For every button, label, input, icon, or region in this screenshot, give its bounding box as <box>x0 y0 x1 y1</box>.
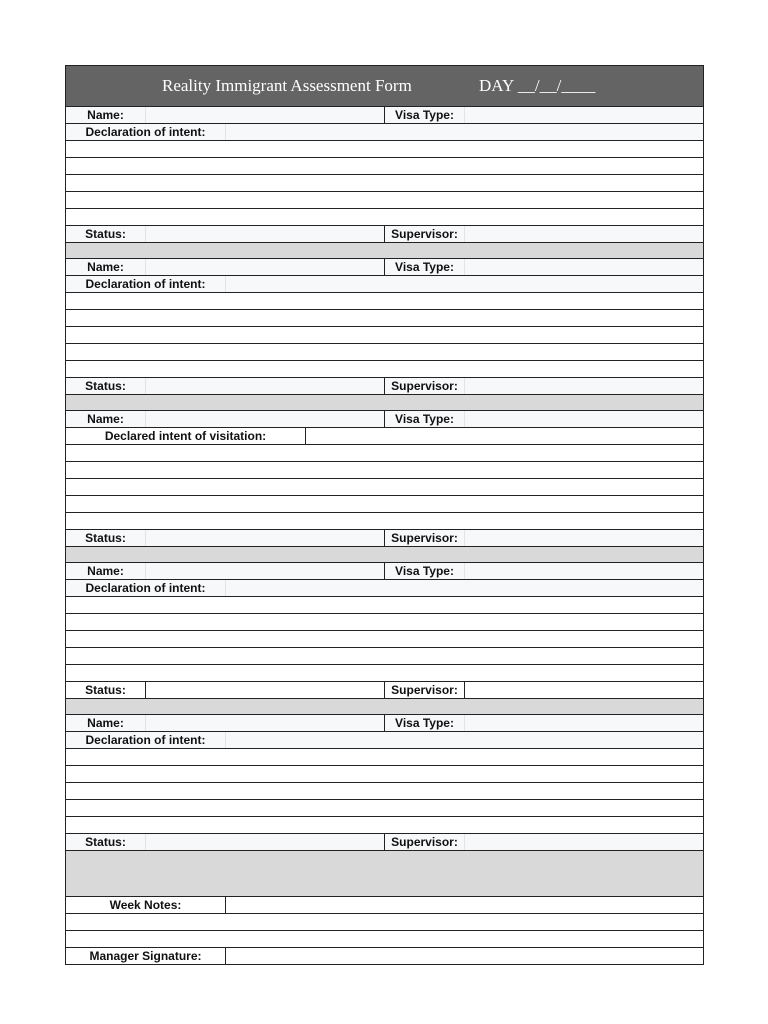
notes-line[interactable] <box>66 817 703 834</box>
entry-3-name-row <box>66 411 703 428</box>
notes-line[interactable] <box>66 462 703 479</box>
notes-line[interactable] <box>66 931 703 948</box>
notes-line[interactable] <box>66 310 703 327</box>
entry-2-declaration-row <box>66 276 703 293</box>
status-field[interactable] <box>146 226 385 242</box>
notes-line[interactable] <box>66 192 703 209</box>
notes-line[interactable] <box>66 783 703 800</box>
status-label: Status: <box>66 378 146 394</box>
entry-3-declaration-row <box>66 428 703 445</box>
supervisor-label: Supervisor: <box>385 530 465 546</box>
form-title: Reality Immigrant Assessment Form <box>162 76 412 95</box>
section-divider <box>66 851 703 897</box>
entry-3-status-row <box>66 530 703 547</box>
status-field[interactable] <box>146 834 385 850</box>
assessment-form <box>65 65 704 965</box>
declaration-label: Declaration of intent: <box>66 732 226 748</box>
declaration-field[interactable] <box>226 124 703 140</box>
notes-line[interactable] <box>66 749 703 766</box>
notes-line[interactable] <box>66 293 703 310</box>
supervisor-label: Supervisor: <box>385 226 465 242</box>
entry-5-declaration-row <box>66 732 703 749</box>
declaration-field[interactable] <box>226 276 703 292</box>
week-notes-field[interactable] <box>226 897 703 913</box>
notes-line[interactable] <box>66 327 703 344</box>
name-label: Name: <box>66 107 146 123</box>
declared-visitation-label: Declared intent of visitation: <box>66 428 306 444</box>
manager-signature-label: Manager Signature: <box>66 948 226 964</box>
manager-signature-field[interactable] <box>226 948 703 964</box>
supervisor-label: Supervisor: <box>385 682 465 698</box>
notes-line[interactable] <box>66 631 703 648</box>
section-divider <box>66 547 703 563</box>
form-header <box>66 66 703 107</box>
status-field[interactable] <box>146 378 385 394</box>
visa-type-field[interactable] <box>465 107 703 123</box>
entry-1-status-row <box>66 226 703 243</box>
supervisor-label: Supervisor: <box>385 378 465 394</box>
notes-line[interactable] <box>66 445 703 462</box>
notes-line[interactable] <box>66 665 703 682</box>
supervisor-label: Supervisor: <box>385 834 465 850</box>
status-label: Status: <box>66 834 146 850</box>
notes-line[interactable] <box>66 648 703 665</box>
section-divider <box>66 243 703 259</box>
entry-4-name-row <box>66 563 703 580</box>
manager-signature-row <box>66 948 703 964</box>
notes-line[interactable] <box>66 141 703 158</box>
declaration-field[interactable] <box>226 732 703 748</box>
name-label: Name: <box>66 411 146 427</box>
supervisor-field[interactable] <box>465 378 703 394</box>
name-label: Name: <box>66 563 146 579</box>
name-field[interactable] <box>146 107 385 123</box>
status-label: Status: <box>66 530 146 546</box>
name-field[interactable] <box>146 715 385 731</box>
declaration-field[interactable] <box>226 580 703 596</box>
visa-type-label: Visa Type: <box>385 715 465 731</box>
declared-visitation-field[interactable] <box>306 428 703 444</box>
supervisor-field[interactable] <box>465 834 703 850</box>
entry-5-status-row <box>66 834 703 851</box>
visa-type-field[interactable] <box>465 563 703 579</box>
status-field[interactable] <box>146 530 385 546</box>
name-label: Name: <box>66 715 146 731</box>
notes-line[interactable] <box>66 361 703 378</box>
supervisor-field[interactable] <box>465 682 703 698</box>
entry-4-status-row <box>66 682 703 699</box>
name-field[interactable] <box>146 411 385 427</box>
supervisor-field[interactable] <box>465 530 703 546</box>
entry-4-declaration-row <box>66 580 703 597</box>
entry-2-name-row <box>66 259 703 276</box>
entry-2-status-row <box>66 378 703 395</box>
name-label: Name: <box>66 259 146 275</box>
supervisor-field[interactable] <box>465 226 703 242</box>
status-label: Status: <box>66 682 146 698</box>
notes-line[interactable] <box>66 766 703 783</box>
day-date-field: DAY __/__/____ <box>479 76 596 95</box>
visa-type-label: Visa Type: <box>385 259 465 275</box>
visa-type-field[interactable] <box>465 259 703 275</box>
notes-line[interactable] <box>66 800 703 817</box>
section-divider <box>66 699 703 715</box>
declaration-label: Declaration of intent: <box>66 580 226 596</box>
entry-1-name-row <box>66 107 703 124</box>
visa-type-label: Visa Type: <box>385 563 465 579</box>
notes-line[interactable] <box>66 614 703 631</box>
entry-1-declaration-row <box>66 124 703 141</box>
status-field[interactable] <box>146 682 385 698</box>
notes-line[interactable] <box>66 479 703 496</box>
declaration-label: Declaration of intent: <box>66 124 226 140</box>
notes-line[interactable] <box>66 175 703 192</box>
visa-type-label: Visa Type: <box>385 411 465 427</box>
notes-line[interactable] <box>66 597 703 614</box>
notes-line[interactable] <box>66 496 703 513</box>
week-notes-row <box>66 897 703 914</box>
name-field[interactable] <box>146 563 385 579</box>
name-field[interactable] <box>146 259 385 275</box>
notes-line[interactable] <box>66 344 703 361</box>
notes-line[interactable] <box>66 158 703 175</box>
week-notes-label: Week Notes: <box>66 897 226 913</box>
declaration-label: Declaration of intent: <box>66 276 226 292</box>
notes-line[interactable] <box>66 209 703 226</box>
section-divider <box>66 395 703 411</box>
status-label: Status: <box>66 226 146 242</box>
visa-type-field[interactable] <box>465 411 703 427</box>
visa-type-label: Visa Type: <box>385 107 465 123</box>
notes-line[interactable] <box>66 914 703 931</box>
notes-line[interactable] <box>66 513 703 530</box>
entry-5-name-row <box>66 715 703 732</box>
visa-type-field[interactable] <box>465 715 703 731</box>
